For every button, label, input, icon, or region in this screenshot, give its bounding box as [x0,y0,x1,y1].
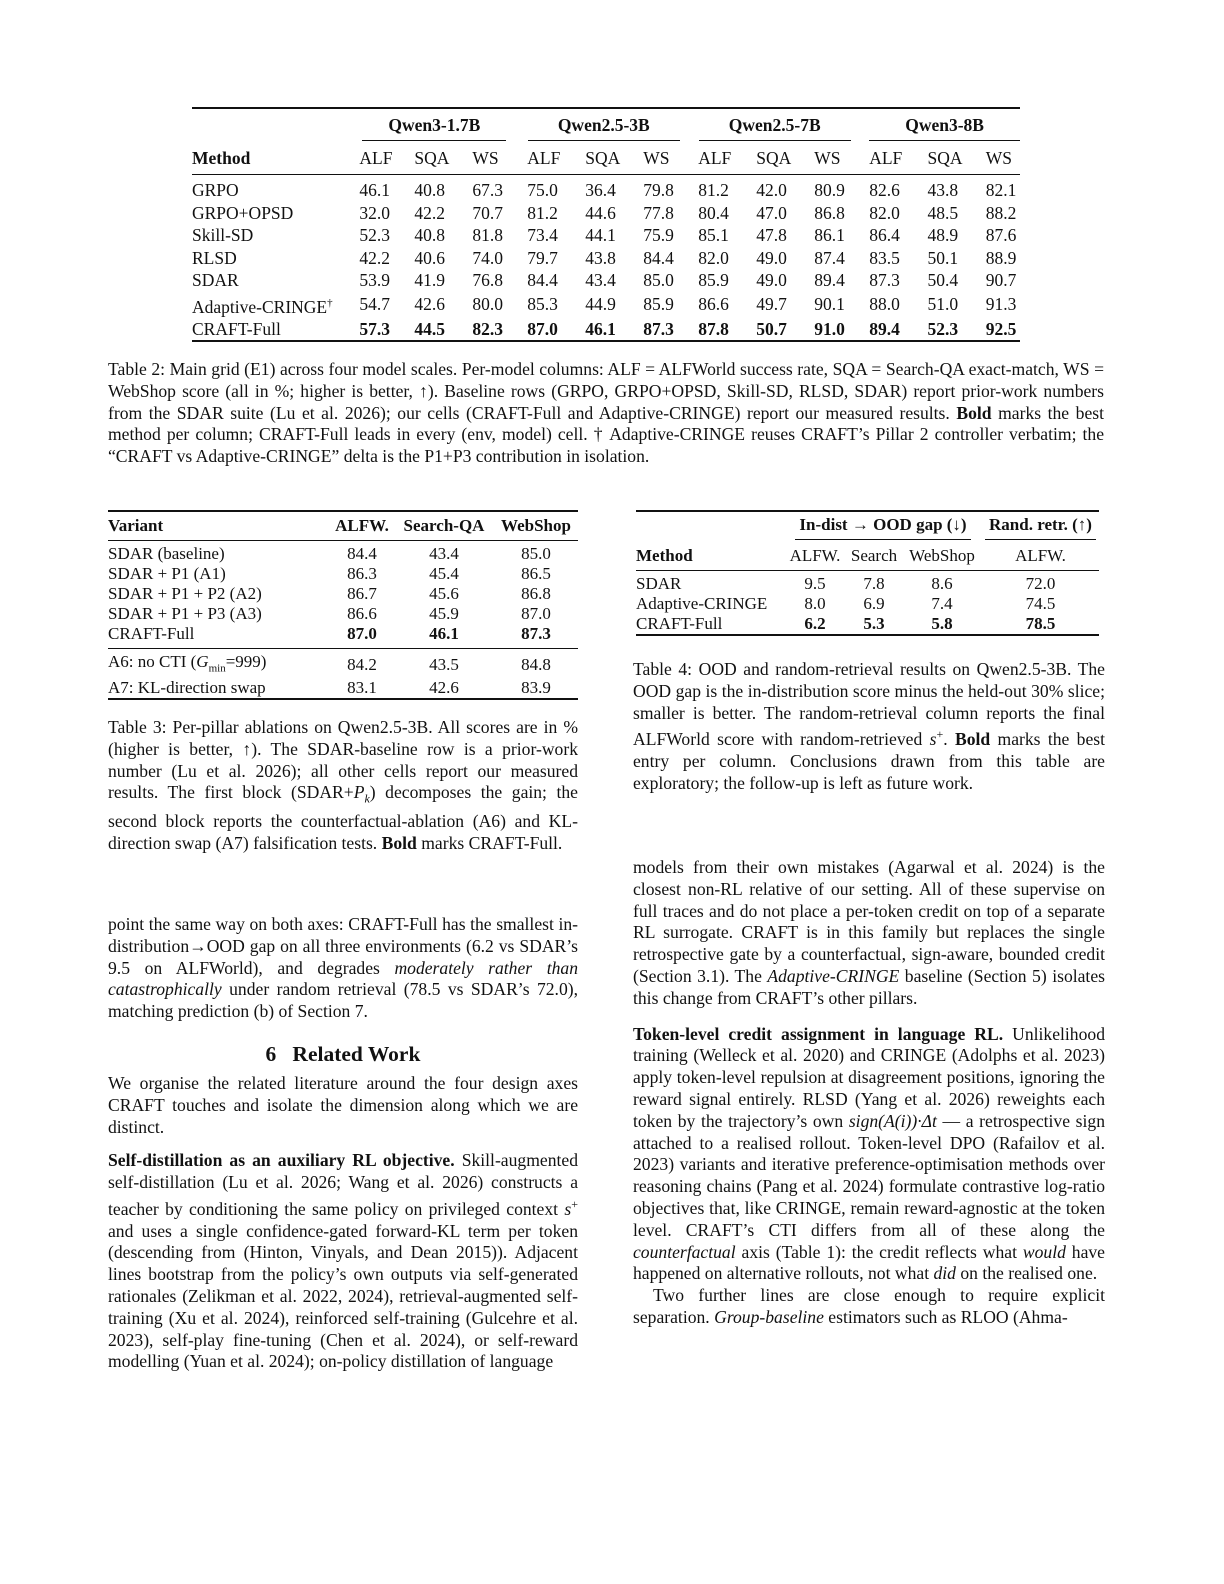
table-cell: 50.4 [927,270,959,290]
text: have happened on alternative rollouts, not what [633,1241,1105,1284]
section-title: Related Work [292,1041,421,1066]
table-cell: 86.6 [347,604,377,623]
table-cell: 75.9 [643,225,674,245]
group-header: Qwen2.5-7B [699,114,851,141]
table-cell: 86.5 [521,564,551,583]
table-cell: 82.0 [698,247,729,268]
table-cell: 44.9 [585,294,616,315]
table-cell: 84.4 [527,270,558,290]
table-row [192,247,1020,270]
table-cell: 45.4 [429,564,459,583]
table-cell: 36.4 [585,180,616,200]
caption-bold: Bold [954,729,991,750]
math-expression: sign(A(i))·Δt [848,1110,937,1131]
col-header: ALF [698,148,732,168]
group-header: Qwen3-8B [869,114,1020,141]
table-cell: 52.3 [927,318,959,339]
group-header: Rand. retr. (↑) [985,514,1096,540]
table-cell: 84.4 [643,247,674,268]
table-cell: 6.9 [863,594,885,613]
col-header: SQA [585,148,621,168]
table-cell: 83.9 [521,678,551,698]
table-3-grid [108,512,578,698]
table-cell: 44.1 [585,225,616,245]
table-cell: 44.6 [585,202,616,223]
col-header: SQA [756,148,792,168]
math-symbol: s [929,729,937,750]
table-row [192,318,1020,341]
table-cell: 90.7 [985,270,1017,290]
table-cell: 84.8 [521,655,551,675]
table-cell: 73.4 [527,225,558,245]
math-subscript: k [364,791,370,806]
variant-cell: A6: no CTI $(G_{min}=999)$ [108,652,267,675]
text: models from their own mistakes (Agarwal et al. 2024) is the closest non-RL relative of our setting. All of these supervise on full traces and do not place a per-token credit on top of a separate RL surrogate. CRAFT is in this family but replaces the single retrospective gate by a counterfactual, sign-aware, bounded credit (Section 3.1). The [633,857,1105,986]
caption-text: ) decomposes the gain; the second block reports the counterfactual-ablation (A6) and KL-direction swap (A7) falsification tests. [108,782,578,853]
table-row [108,541,578,565]
caption-label: Table 4: [633,659,693,679]
table-cell: 40.8 [414,225,445,245]
table-cell: 8.0 [804,594,826,613]
table-cell: 53.9 [359,270,391,290]
table-cell: 84.4 [347,544,377,563]
table-cell: 43.5 [429,655,459,675]
table-cell: 87.0 [347,624,377,643]
section-number: 6 [265,1041,277,1066]
table-cell: 77.8 [643,202,674,223]
italic-text: Group-baseline [714,1306,824,1327]
bottom-rule [636,634,1099,636]
table-cell: 86.8 [521,584,551,603]
italic-text: moderately rather than catastrophically [108,957,578,1000]
table-cell: 49.7 [756,294,787,315]
table-3-caption [108,717,578,854]
table-cell: 82.3 [472,318,503,339]
text: point the same way on both axes: CRAFT-Full has the smallest in-distribution→OOD gap on all three environments (6.2 vs SDAR’s 9.5 on ALFWorld), and degrades [108,914,578,978]
table-cell: 87.3 [869,270,900,290]
table-cell: 8.6 [931,574,953,593]
table-row [108,649,578,679]
paragraph [108,1150,578,1373]
table-cell: 87.3 [521,624,551,643]
table-row [192,224,1020,247]
text: Unlikelihood training (Welleck et al. 2020) and CRINGE (Adolphs et al. 2023) apply token-level repulsion at disagreement positions, ignoring the reward signal entirely. RLSD (Yang et al. 2026) reweights each token by the trajectory’s own [633,1023,1105,1131]
col-header: ALF [359,148,393,168]
variant-cell: SDAR + P1 + P3 (A3) [108,604,262,623]
table-2 [192,107,1020,342]
method-cell: Adaptive-CRINGE [636,594,768,613]
table-cell: 48.5 [927,202,959,223]
text: under random retrieval (78.5 vs SDAR’s 72.0), matching prediction (b) of Section 7. [108,979,578,1022]
table-cell: 6.2 [804,614,826,633]
table-row [108,624,578,649]
caption-bold: Bold [956,402,992,423]
caption-text: Main grid (E1) across four model scales. Per-model columns: ALF = ALFWorld success rate, SQA = Search-QA exact-match, WS = WebShop score (all in %; higher is better, ↑). Baseline rows (GRPO, GRPO+OPSD, Skill-SD, RLSD, SDAR) report prior-work numbers from the SDAR suite (Lu et al. 2026); our cells (CRAFT-Full and Adaptive-CRINGE) report our measured results. [108,359,1105,423]
italic-text: did [933,1263,956,1284]
table-cell: 84.2 [347,655,377,675]
variant-cell: SDAR + P1 + P2 (A2) [108,584,262,603]
caption-text: OOD and random-retrieval results on Qwen2.5-3B. The OOD gap is the in-distribution score minus the held-out 30% slice; smaller is better. The random-retrieval column reports the final ALFWorld score with random-retrieved [633,659,1105,750]
model-header-row [192,109,1020,142]
method-cell: CRAFT-Full [192,318,281,339]
table-3 [108,510,578,700]
table-cell: 86.1 [814,225,845,245]
table-cell: 46.1 [359,180,391,200]
table-row [192,269,1020,292]
math-symbol: s [564,1198,572,1219]
table-cell: 88.2 [985,202,1017,223]
text: Skill-augmented self-distillation (Lu et al. 2026; Wang et al. 2026) constructs a teacher by conditioning the same policy on privileged context [108,1150,578,1219]
table-cell: 40.6 [414,247,445,268]
table-cell: 85.9 [643,294,674,315]
table-row [108,678,578,698]
right-column [633,857,1105,1329]
table-cell: 90.1 [814,294,845,315]
text: and uses a single confidence-gated forward-KL term per token (descending from (Hinton, Vinyals, and Dean 2015)). Adjacent lines bootstrap from the policy’s own outputs via self-generated rationales (Zelikman et al. 2022, 2024), retrieval-augmented self-training (Xu et al. 2024), reinforced self-training (Gulcehre et al. 2023), self-play fine-tuning (Chen et al. 2024), or self-reward modelling (Yuan et al. 2024); on-policy distillation of language [108,1220,578,1372]
col-header: ALF [527,148,561,168]
paragraph [108,914,578,1023]
col-header: Variant [108,516,164,535]
table-4-caption [633,659,1105,795]
table-cell: 7.8 [863,574,885,593]
section-heading [108,1041,578,1067]
italic-text: would [1022,1241,1066,1262]
table-cell: 88.9 [985,247,1017,268]
column-header-row [636,542,1099,571]
run-in-heading: Self-distillation as an auxiliary RL objective. [108,1150,455,1171]
table-cell: 42.0 [756,180,787,200]
text: on the realised one. [955,1263,1098,1284]
table-cell: 49.0 [756,270,787,290]
italic-text: Adaptive-CRINGE [767,965,900,986]
table-cell: 87.0 [527,318,558,339]
table-cell: 86.8 [814,202,845,223]
text: — a retrospective sign attached to a realised rollout. Token-level DPO (Rafailov et al. 2023) variants and iterative preference-optimisation methods over reasoning chains (Pang et al. 2024) formulate contrastive log-ratio objectives that, like CRINGE, remain reward-agnostic at the token level. CRAFT’s CTI differs from all of these along the [633,1110,1105,1240]
table-cell: 87.4 [814,247,845,268]
paragraph [633,857,1105,1010]
method-header: Method [636,546,693,565]
table-cell: 49.0 [756,247,787,268]
italic-text: counterfactual [633,1241,736,1262]
bottom-rule [192,340,1020,342]
col-header: SQA [927,148,963,168]
table-cell: 40.8 [414,180,445,200]
variant-cell: CRAFT-Full [108,624,195,643]
table-cell: 82.1 [985,180,1017,200]
table-cell: 42.6 [414,294,445,315]
table-cell: 80.4 [698,202,729,223]
table-cell: 83.1 [347,678,377,698]
table-cell: 32.0 [359,202,391,223]
table-cell: 81.2 [698,180,729,200]
table-2-caption [108,359,1104,468]
table-row [636,571,1099,595]
caption-text: Per-pillar ablations on Qwen2.5-3B. All scores are in % (higher is better, ↑). The SDAR-baseline row is a prior-work number (Lu et al. 2026); all other cells report our measured results. The first block (SDAR+ [108,717,578,803]
table-cell: 74.0 [472,247,503,268]
method-cell: Skill-SD [192,225,254,245]
caption-label: Table 2: [108,359,166,379]
run-in-heading: Token-level credit assignment in language RL. [633,1023,1004,1044]
group-header: In-dist → OOD gap (↓) [795,514,970,540]
table-cell: 50.1 [927,247,959,268]
caption-text: marks the best method per column; CRAFT-Full leads in every (env, model) cell. † Adaptive-CRINGE reuses CRAFT’s Pillar 2 controller verbatim; the “CRAFT vs Adaptive-CRINGE” delta is the P1+P3 contribution in isolation. [108,402,1104,467]
table-cell: 46.1 [429,624,459,643]
table-cell: 48.9 [927,225,959,245]
table-cell: 52.3 [359,225,391,245]
table-cell: 42.6 [429,678,459,698]
table-cell: 85.3 [527,294,558,315]
table-row [108,564,578,584]
table-cell: 43.4 [585,270,616,290]
method-cell: Adaptive-CRINGE† [192,296,333,317]
table-cell: 86.3 [347,564,377,583]
bottom-rule [108,698,578,700]
table-cell: 47.0 [756,202,787,223]
text: axis (Table 1): the credit reflects what [735,1241,1023,1262]
table-cell: 88.0 [869,294,900,315]
table-cell: 82.6 [869,180,900,200]
paragraph [633,1024,1105,1286]
table-cell: 86.6 [698,294,729,315]
method-header: Method [192,148,251,168]
table-row [108,604,578,624]
text: estimators such as RLOO (Ahma- [823,1306,1068,1327]
math-symbol: P [353,782,365,803]
table-cell: 46.1 [585,318,616,339]
col-header: ALFW. [1015,546,1066,565]
table-cell: 79.7 [527,247,558,268]
table-cell: 92.5 [985,318,1017,339]
table-cell: 47.8 [756,225,787,245]
column-header-row [192,142,1020,175]
table-cell: 89.4 [869,318,900,339]
table-cell: 54.7 [359,294,391,315]
caption-text: marks CRAFT-Full. [416,832,563,853]
table-cell: 51.0 [927,294,959,315]
table-4-grid [636,512,1099,634]
table-cell: 45.6 [429,584,459,603]
table-cell: 42.2 [359,247,391,268]
table-cell: 50.7 [756,318,787,339]
method-cell: GRPO [192,180,239,200]
table-cell: 86.7 [347,584,377,603]
col-header: ALF [869,148,903,168]
table-cell: 43.8 [927,180,959,200]
variant-cell: A7: KL-direction swap [108,678,266,698]
header-row [108,512,578,541]
table-cell: 74.5 [1025,594,1056,613]
table-cell: 76.8 [472,270,503,290]
table-cell: 87.6 [985,225,1017,245]
col-header: SQA [414,148,450,168]
table-cell: 41.9 [414,270,445,290]
caption-bold: Bold [381,832,417,853]
table-cell: 91.0 [814,318,845,339]
table-cell: 79.8 [643,180,674,200]
table-cell: 82.0 [869,202,900,223]
col-header: WS [643,148,670,168]
method-cell: GRPO+OPSD [192,202,294,223]
table-cell: 80.9 [814,180,845,200]
caption-label: Table 3: [108,717,167,737]
table-cell: 86.4 [869,225,900,245]
table-row [192,202,1020,225]
col-header: WS [814,148,841,168]
math-superscript: + [571,1196,578,1211]
table-cell: 43.8 [585,247,616,268]
col-header: WebShop [501,516,571,535]
table-cell: 44.5 [414,318,445,339]
col-header: WS [472,148,499,168]
col-header: WS [985,148,1012,168]
method-cell: SDAR [192,270,239,290]
table-cell: 91.3 [985,294,1017,315]
col-header: Search-QA [403,516,485,535]
group-header: Qwen3-1.7B [362,114,506,141]
table-cell: 72.0 [1025,574,1056,593]
table-cell: 57.3 [359,318,391,339]
table-cell: 5.3 [863,614,885,633]
paragraph [633,1285,1105,1329]
left-column [108,914,578,1373]
table-cell: 85.0 [643,270,674,290]
table-row [108,584,578,604]
table-cell: 85.9 [698,270,729,290]
table-cell: 89.4 [814,270,845,290]
math-superscript: + [936,727,944,742]
col-header: ALFW. [335,516,389,535]
table-cell: 87.8 [698,318,729,339]
caption-text: marks the best entry per column. Conclusions drawn from this table are exploratory; the follow-up is left as future work. [633,729,1106,793]
caption-text: . [943,729,955,750]
table-cell: 81.8 [472,225,503,245]
variant-cell: SDAR + P1 (A1) [108,564,226,583]
table-cell: 5.8 [931,614,953,633]
text: baseline (Section 5) isolates this change from CRAFT’s other pillars. [633,965,1105,1008]
table-cell: 87.0 [521,604,551,623]
method-cell: SDAR [636,574,682,593]
table-row [636,594,1099,614]
table-cell: 85.1 [698,225,729,245]
col-header: Search [850,546,898,565]
group-header: Qwen2.5-3B [528,114,680,141]
table-cell: 78.5 [1025,614,1056,633]
method-cell: RLSD [192,247,237,268]
table-row [192,175,1020,202]
col-header: ALFW. [789,546,841,565]
col-header: WebShop [909,546,975,565]
text: Two further lines are close enough to require explicit separation. [633,1285,1105,1327]
group-header-row [636,512,1099,542]
table-cell: 87.3 [643,318,674,339]
table-cell: 81.2 [527,202,558,223]
table-cell: 75.0 [527,180,558,200]
table-cell: 83.5 [869,247,900,268]
method-cell: CRAFT-Full [636,614,723,633]
table-cell: 70.7 [472,202,503,223]
table-row [192,292,1020,318]
table-4 [636,510,1099,636]
table-cell: 80.0 [472,294,503,315]
table-row [636,614,1099,634]
table-cell: 85.0 [521,544,551,563]
table-cell: 67.3 [472,180,503,200]
table-cell: 45.9 [429,604,459,623]
table-cell: 43.4 [429,544,459,563]
table-cell: 42.2 [414,202,445,223]
table-cell: 7.4 [931,594,953,613]
table-2-grid [192,109,1020,340]
variant-cell: SDAR (baseline) [108,544,225,563]
table-cell: 9.5 [804,574,826,593]
paragraph: We organise the related literature around the four design axes CRAFT touches and isolate the dimension along which we are distinct. [108,1072,578,1137]
